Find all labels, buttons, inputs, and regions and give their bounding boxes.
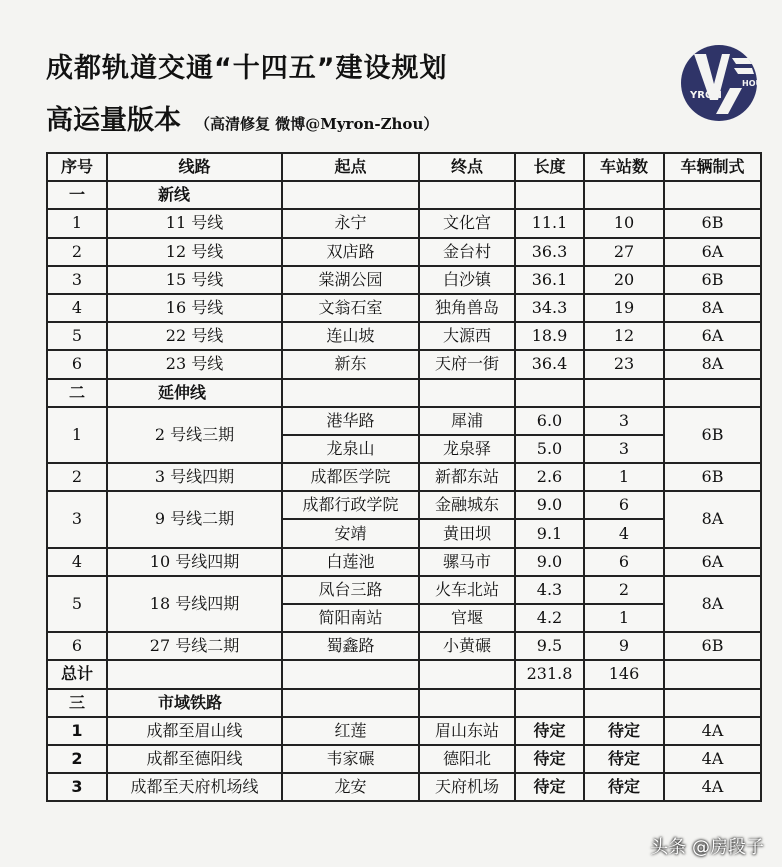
line-name: 22 号线 xyxy=(107,322,282,350)
vehicle-type: 4A xyxy=(664,745,761,773)
empty-cell xyxy=(664,660,761,688)
empty-cell xyxy=(419,379,515,407)
length: 34.3 xyxy=(515,294,584,322)
line-name: 18 号线四期 xyxy=(107,576,282,632)
station-count: 27 xyxy=(584,238,664,266)
empty-cell xyxy=(282,660,419,688)
length: 36.4 xyxy=(515,350,584,378)
end-station: 金融城东 xyxy=(419,491,515,519)
row-number: 3 xyxy=(47,491,107,547)
row-number: 1 xyxy=(47,407,107,463)
empty-cell xyxy=(515,181,584,209)
length: 待定 xyxy=(515,745,584,773)
row-number: 5 xyxy=(47,576,107,632)
line-name: 成都至天府机场线 xyxy=(107,773,282,801)
table-header-row xyxy=(47,153,761,181)
start-station: 双店路 xyxy=(282,238,419,266)
station-count: 23 xyxy=(584,350,664,378)
line-name: 9 号线二期 xyxy=(107,491,282,547)
length: 9.0 xyxy=(515,548,584,576)
length: 9.0 xyxy=(515,491,584,519)
row-number: 6 xyxy=(47,632,107,660)
station-count: 待定 xyxy=(584,717,664,745)
vehicle-type: 6A xyxy=(664,548,761,576)
vehicle-type: 8A xyxy=(664,350,761,378)
vehicle-type: 8A xyxy=(664,294,761,322)
section-row xyxy=(47,181,761,209)
line-name: 23 号线 xyxy=(107,350,282,378)
end-station: 黄田坝 xyxy=(419,519,515,547)
section-name: 新线 xyxy=(107,181,282,209)
table-row xyxy=(47,322,761,350)
vehicle-type: 4A xyxy=(664,773,761,801)
section-number: 二 xyxy=(47,379,107,407)
table-row xyxy=(47,463,761,491)
start-station: 蜀鑫路 xyxy=(282,632,419,660)
line-name: 10 号线四期 xyxy=(107,548,282,576)
start-station: 韦家碾 xyxy=(282,745,419,773)
table-row xyxy=(47,773,761,801)
end-station: 眉山东站 xyxy=(419,717,515,745)
row-number: 1 xyxy=(47,717,107,745)
section-row xyxy=(47,379,761,407)
column-header: 线路 xyxy=(107,153,282,181)
end-station: 天府一街 xyxy=(419,350,515,378)
empty-cell xyxy=(419,689,515,717)
start-station: 连山坡 xyxy=(282,322,419,350)
table-row xyxy=(47,350,761,378)
watermark: 头条 @房段子 xyxy=(650,837,764,858)
length: 36.1 xyxy=(515,266,584,294)
station-count: 待定 xyxy=(584,745,664,773)
row-number: 4 xyxy=(47,548,107,576)
empty-cell xyxy=(419,181,515,209)
start-station: 安靖 xyxy=(282,519,419,547)
table-row xyxy=(47,632,761,660)
length: 5.0 xyxy=(515,435,584,463)
line-name: 3 号线四期 xyxy=(107,463,282,491)
end-station: 独角兽岛 xyxy=(419,294,515,322)
empty-cell xyxy=(107,660,282,688)
empty-cell xyxy=(664,181,761,209)
start-station: 龙泉山 xyxy=(282,435,419,463)
end-station: 火车北站 xyxy=(419,576,515,604)
column-header: 终点 xyxy=(419,153,515,181)
row-number: 6 xyxy=(47,350,107,378)
end-station: 金台村 xyxy=(419,238,515,266)
total-length: 231.8 xyxy=(515,660,584,688)
length: 待定 xyxy=(515,717,584,745)
row-number: 3 xyxy=(47,266,107,294)
table-row xyxy=(47,548,761,576)
section-number: 三 xyxy=(47,689,107,717)
row-number: 3 xyxy=(47,773,107,801)
station-count: 10 xyxy=(584,209,664,237)
line-name: 16 号线 xyxy=(107,294,282,322)
station-count: 12 xyxy=(584,322,664,350)
empty-cell xyxy=(282,689,419,717)
empty-cell xyxy=(584,379,664,407)
column-header: 车站数 xyxy=(584,153,664,181)
station-count: 1 xyxy=(584,463,664,491)
column-header: 车辆制式 xyxy=(664,153,761,181)
vehicle-type: 6A xyxy=(664,238,761,266)
page-title: 成都轨道交通“十四五”建设规划 xyxy=(46,53,448,84)
empty-cell xyxy=(282,379,419,407)
line-name: 11 号线 xyxy=(107,209,282,237)
empty-cell xyxy=(584,181,664,209)
empty-cell xyxy=(664,379,761,407)
station-count: 6 xyxy=(584,491,664,519)
start-station: 白莲池 xyxy=(282,548,419,576)
line-name: 成都至眉山线 xyxy=(107,717,282,745)
table-row xyxy=(47,745,761,773)
section-name: 市域铁路 xyxy=(107,689,282,717)
svg-text:HOU: HOU xyxy=(742,79,762,88)
column-header: 序号 xyxy=(47,153,107,181)
start-station: 棠湖公园 xyxy=(282,266,419,294)
line-name: 15 号线 xyxy=(107,266,282,294)
table-row xyxy=(47,266,761,294)
empty-cell xyxy=(282,181,419,209)
length: 9.5 xyxy=(515,632,584,660)
end-station: 骡马市 xyxy=(419,548,515,576)
vehicle-type: 6B xyxy=(664,266,761,294)
vehicle-type: 6B xyxy=(664,463,761,491)
row-number: 2 xyxy=(47,463,107,491)
subtitle-text: 高运量版本 xyxy=(46,105,181,136)
vehicle-type: 6B xyxy=(664,632,761,660)
vehicle-type: 4A xyxy=(664,717,761,745)
row-number: 4 xyxy=(47,294,107,322)
start-station: 成都医学院 xyxy=(282,463,419,491)
construction-plan-table xyxy=(46,152,762,802)
length: 待定 xyxy=(515,773,584,801)
station-count: 3 xyxy=(584,407,664,435)
start-station: 简阳南站 xyxy=(282,604,419,632)
table-row xyxy=(47,407,761,435)
end-station: 德阳北 xyxy=(419,745,515,773)
end-station: 白沙镇 xyxy=(419,266,515,294)
empty-cell xyxy=(419,660,515,688)
start-station: 文翁石室 xyxy=(282,294,419,322)
total-stations: 146 xyxy=(584,660,664,688)
start-station: 港华路 xyxy=(282,407,419,435)
total-label: 总计 xyxy=(47,660,107,688)
start-station: 龙安 xyxy=(282,773,419,801)
empty-cell xyxy=(584,689,664,717)
row-number: 1 xyxy=(47,209,107,237)
start-station: 成都行政学院 xyxy=(282,491,419,519)
table-row xyxy=(47,209,761,237)
empty-cell xyxy=(515,379,584,407)
vehicle-type: 6B xyxy=(664,209,761,237)
row-number: 2 xyxy=(47,745,107,773)
section-number: 一 xyxy=(47,181,107,209)
end-station: 犀浦 xyxy=(419,407,515,435)
end-station: 天府机场 xyxy=(419,773,515,801)
vehicle-type: 8A xyxy=(664,491,761,547)
length: 4.3 xyxy=(515,576,584,604)
svg-text:YRON: YRON xyxy=(690,90,722,101)
start-station: 红莲 xyxy=(282,717,419,745)
table-row xyxy=(47,238,761,266)
station-count: 3 xyxy=(584,435,664,463)
length: 4.2 xyxy=(515,604,584,632)
myron-zhou-logo-icon xyxy=(680,44,762,122)
section-row xyxy=(47,689,761,717)
vehicle-type: 6A xyxy=(664,322,761,350)
end-station: 龙泉驿 xyxy=(419,435,515,463)
start-station: 永宁 xyxy=(282,209,419,237)
end-station: 文化宫 xyxy=(419,209,515,237)
table-row xyxy=(47,576,761,604)
subtitle xyxy=(46,98,438,137)
length: 9.1 xyxy=(515,519,584,547)
column-header: 长度 xyxy=(515,153,584,181)
station-count: 19 xyxy=(584,294,664,322)
station-count: 待定 xyxy=(584,773,664,801)
end-station: 大源西 xyxy=(419,322,515,350)
line-name: 27 号线二期 xyxy=(107,632,282,660)
empty-cell xyxy=(664,689,761,717)
end-station: 官堰 xyxy=(419,604,515,632)
station-count: 2 xyxy=(584,576,664,604)
length: 18.9 xyxy=(515,322,584,350)
length: 11.1 xyxy=(515,209,584,237)
length: 6.0 xyxy=(515,407,584,435)
line-name: 2 号线三期 xyxy=(107,407,282,463)
station-count: 20 xyxy=(584,266,664,294)
line-name: 成都至德阳线 xyxy=(107,745,282,773)
row-number: 2 xyxy=(47,238,107,266)
station-count: 9 xyxy=(584,632,664,660)
table-row xyxy=(47,294,761,322)
column-header: 起点 xyxy=(282,153,419,181)
table-row xyxy=(47,717,761,745)
station-count: 4 xyxy=(584,519,664,547)
start-station: 凤台三路 xyxy=(282,576,419,604)
subtitle-note: （高清修复 微博@Myron-Zhou） xyxy=(195,115,439,133)
vehicle-type: 6B xyxy=(664,407,761,463)
total-row xyxy=(47,660,761,688)
end-station: 新都东站 xyxy=(419,463,515,491)
end-station: 小黄碾 xyxy=(419,632,515,660)
row-number: 5 xyxy=(47,322,107,350)
station-count: 1 xyxy=(584,604,664,632)
table-row xyxy=(47,491,761,519)
start-station: 新东 xyxy=(282,350,419,378)
length: 36.3 xyxy=(515,238,584,266)
station-count: 6 xyxy=(584,548,664,576)
line-name: 12 号线 xyxy=(107,238,282,266)
vehicle-type: 8A xyxy=(664,576,761,632)
section-name: 延伸线 xyxy=(107,379,282,407)
empty-cell xyxy=(515,689,584,717)
length: 2.6 xyxy=(515,463,584,491)
